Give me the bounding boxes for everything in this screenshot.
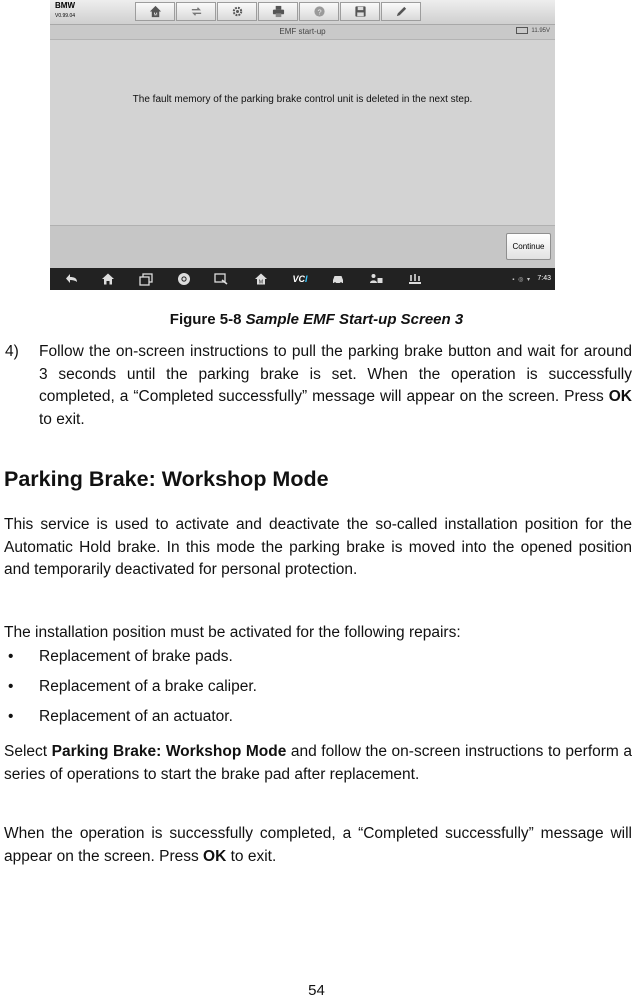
list-item-text: Replacement of a brake caliper. [39,678,257,695]
android-home-button[interactable] [100,271,116,287]
section-heading: Parking Brake: Workshop Mode [4,467,329,491]
vehicle-swap-button[interactable] [176,2,216,21]
back-button[interactable] [64,271,80,287]
software-version: V0.99.04 [55,13,76,19]
figure-caption-title: Sample EMF Start-up Screen 3 [245,311,464,328]
completion-ok: OK [203,847,227,865]
bullet-symbol: • [8,708,14,725]
chrome-icon [177,272,191,286]
svg-text:M: M [153,11,157,17]
save-button[interactable] [340,2,380,21]
battery-voltage: 11.95V [531,28,550,35]
status-icons: ▪ ◎ ▾ [512,277,531,283]
vci-label: VC [292,274,305,284]
system-clock: 7:43 [537,275,551,282]
screen-capture-button[interactable] [213,271,229,287]
continue-button[interactable]: Continue [506,233,551,260]
repairs-intro: The installation position must be activated for the following repairs: [4,624,461,641]
select-text: Select [4,743,52,760]
chrome-button[interactable] [176,271,192,287]
screen-capture-icon [214,272,228,286]
car-button[interactable] [330,271,346,287]
android-home-icon [101,272,115,286]
completion-paragraph [4,823,632,868]
remote-desk-button[interactable] [368,271,384,287]
figure-caption [0,311,633,328]
bullet-symbol: • [8,648,14,665]
step-text [39,341,632,431]
step-text-ok: OK [608,388,632,405]
edit-icon [395,5,408,18]
list-item [0,678,633,700]
battery-icon [516,27,528,34]
vci-button[interactable] [287,271,313,287]
screen-header [50,25,555,40]
select-instruction [4,741,632,786]
home-icon [149,5,162,18]
page-number: 54 [308,982,325,999]
battery-indicator [516,27,550,34]
print-button[interactable] [258,2,298,21]
bullet-symbol: • [8,678,14,695]
vehicle-make: BMW [55,1,75,10]
settings-icon [231,5,244,18]
step-number: 4) [5,343,19,360]
step-text-end: to exit. [39,410,85,428]
settings-button[interactable] [217,2,257,21]
device-screenshot [50,0,555,290]
figure-caption-prefix: Figure 5-8 [169,311,246,328]
top-toolbar [50,0,555,25]
data-manager-icon [408,272,422,286]
maxisys-home-button[interactable] [253,271,269,287]
completion-text: When the operation is successfully completed, a “Completed successfully” message will appear on the screen. Press [4,825,632,865]
recent-apps-button[interactable] [138,271,154,287]
recent-apps-icon [139,272,153,286]
screen-title: EMF start-up [279,27,326,36]
remote-desk-icon [369,272,383,286]
list-item [0,648,633,670]
select-text-end: and follow the on-screen instructions to perform a series of operations to start the brake pad after replacement. [4,743,632,783]
edit-button[interactable] [381,2,421,21]
data-manager-button[interactable] [407,271,423,287]
step-text-main: Follow the on-screen instructions to pull the parking brake button and wait for around 3 seconds until the parking brake is set. When the operation is successfully completed, a “Completed successfully” message will appear on the screen. Press [39,343,632,405]
print-icon [272,5,285,18]
list-item [0,708,633,730]
vci-label-accent: I [305,274,308,284]
svg-text:M: M [258,279,264,286]
intro-paragraph: This service is used to activate and deactivate the so-called installation position for the Automatic Hold brake. In this mode the parking brake is moved into the opened position and temporarily deactivated for personal protection. [4,516,632,578]
select-function-name: Parking Brake: Workshop Mode [51,743,287,760]
back-icon [65,272,79,286]
android-navigation-bar [50,268,555,290]
help-button[interactable] [299,2,339,21]
svg-text:?: ? [316,7,322,17]
screen-content [50,40,555,225]
help-icon [313,5,326,18]
car-icon [331,272,345,286]
vehicle-info [55,1,75,21]
list-item-text: Replacement of an actuator. [39,708,233,725]
screen-message: The fault memory of the parking brake control unit is deleted in the next step. [132,94,473,105]
completion-text-end: to exit. [226,847,277,865]
home-button[interactable] [135,2,175,21]
maxisys-home-icon [254,272,268,286]
function-button-bar [50,225,555,268]
list-item-text: Replacement of brake pads. [39,648,233,665]
save-icon [354,5,367,18]
vehicle-swap-icon [190,5,203,18]
